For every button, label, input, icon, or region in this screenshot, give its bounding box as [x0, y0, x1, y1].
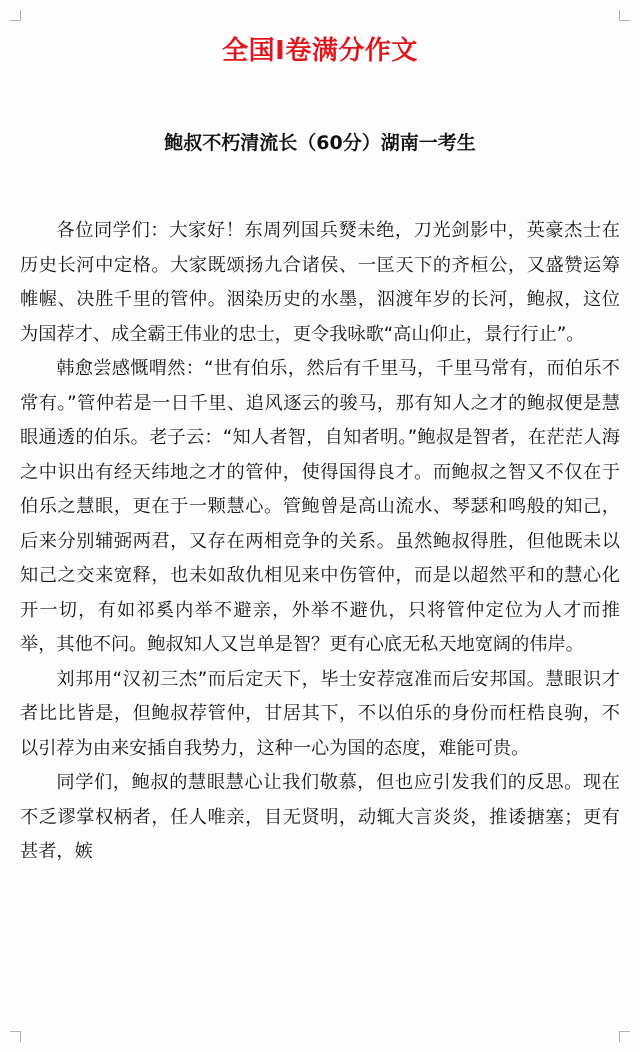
page-corner-mark — [619, 1031, 630, 1042]
document-title: 全国I卷满分作文 — [222, 36, 418, 66]
essay-title: 鲍叔不朽清流长（60分）湖南一考生 — [164, 132, 476, 154]
paragraph-4: 同学们，鲍叔的慧眼慧心让我们敬慕，但也应引发我们的反思。现在不乏谬掌权柄者，任人唯亲，目无贤明，动辄大言炎炎，推诿搪塞；更有甚者，嫉 — [20, 772, 620, 862]
page-corner-mark — [10, 10, 21, 21]
essay-body — [20, 214, 620, 870]
paragraph-2: 韩愈尝感慨喟然：“世有伯乐，然后有千里马，千里马常有，而伯乐不常有。”管仲若是一日千里、追风逐云的骏马，那有知人之才的鲍叔便是慧眼通透的伯乐。老子云：“知人者智，自知者明。”鲍叔是智者，在茫茫人海之中识出有经天纬地之才的管仲，使得国得良才。而鲍叔之智又不仅在于伯乐之慧眼，更在于一颗慧心。管鲍曾是高山流水、琴瑟和鸣般的知己，后来分别辅弼两君，又存在两相竞争的关系。虽然鲍叔得胜，但他既未以知己之交来宽释，也未如敌仇相见来中伤管仲，而是以超然平和的慧心化开一切，有如祁奚内举不避亲，外举不避仇，只将管仲定位为人才而推举，其他不问。鲍叔知人又岂单是智？更有心底无私天地宽阔的伟岸。 — [20, 358, 620, 655]
paragraph-3: 刘邦用“汉初三杰”而后定天下，毕士安荐寇准而后安邦国。慧眼识才者比比皆是，但鲍叔荐管仲，甘居其下，不以伯乐的身份而枉梏良驹，不以引荐为由来安插自我势力，这种一心为国的态度，难能可贵。 — [20, 668, 620, 759]
page-corner-mark — [10, 1031, 21, 1042]
page-corner-mark — [619, 10, 630, 21]
paragraph-1: 各位同学们：大家好！东周列国兵燹未绝，刀光剑影中，英豪杰士在历史长河中定格。大家既颂扬九合诸侯、一匡天下的齐桓公，又盛赞运筹帷幄、决胜千里的管仲。洇染历史的水墨，泅渡年岁的长河，鲍叔，这位为国荐才、成全霸王伟业的忠士，更令我咏歌“高山仰止，景行行止”。 — [20, 220, 620, 345]
